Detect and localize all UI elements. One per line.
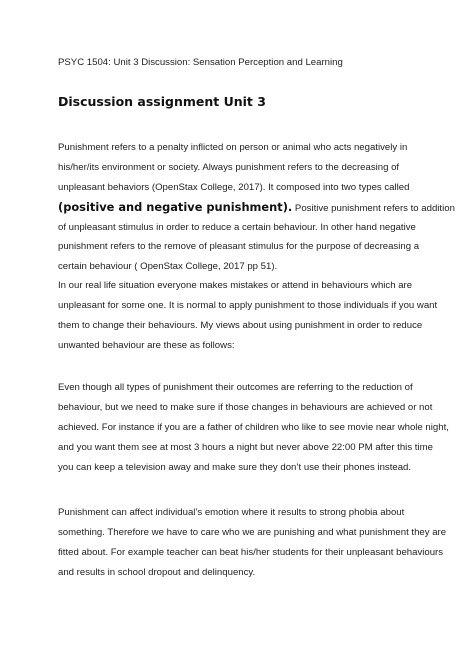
emphasized-phrase: (positive and negative punishment). — [58, 199, 293, 214]
text-line: achieved. For instance if you are a father of children who like to see movie near whole night, — [58, 421, 449, 433]
text-line: unpleasant for some one. It is normal to apply punishment to those individuals if you want — [58, 299, 438, 311]
text-line: Even though all types of punishment their outcomes are referring to the reduction of — [58, 382, 413, 393]
paragraph-example — [58, 378, 449, 477]
text-segment: Positive punishment refers to addition — [292, 202, 455, 214]
text-line: certain behaviour ( OpenStax College, 2017 pp 51). — [58, 261, 278, 273]
text-line: fitted about. For example teacher can beat his/her students for their unpleasant behaviours — [58, 546, 444, 558]
text-line: unwanted behaviour are these as follows: — [58, 339, 235, 351]
text-line: Punishment can affect individual’s emotion where it results to strong phobia about — [58, 507, 405, 518]
text-line: something. Therefore we have to care who we are punishing and what punishment they are — [58, 526, 447, 538]
text-line: and you want them see at most 3 hours a night but never above 22:00 PM after this time — [58, 441, 433, 453]
text-line: them to change their behaviours. My views about using punishment in order to reduce — [58, 319, 423, 331]
text-line: you can keep a television away and make sure they don’t use their phones instead. — [58, 461, 412, 473]
course-header: PSYC 1504: Unit 3 Discussion: Sensation Perception and Learning — [58, 57, 343, 68]
text-line: and results in school dropout and delinquency. — [58, 566, 256, 578]
text-line: punishment refers to the remove of pleasant stimulus for the purpose of decreasing a — [58, 241, 420, 253]
text-line: his/her/its environment or society. Always punishment refers to the decreasing of — [58, 161, 400, 173]
text-line: Punishment refers to a penalty inflicted on person or animal who acts negatively in — [58, 142, 408, 153]
text-line: In our real life situation everyone makes mistakes or attend in behaviours which are — [58, 280, 413, 291]
paragraph-real-life — [58, 276, 438, 356]
paragraph-definition — [58, 138, 455, 277]
paragraph-emotion — [58, 503, 447, 583]
text-line: unpleasant behaviors (OpenStax College, 2017). It composed into two types called — [58, 181, 410, 193]
text-line: behaviour, but we need to make sure if those changes in behaviours are achieved or not — [58, 401, 433, 413]
text-line: of unpleasant stimulus in order to reduce a certain behaviour. In other hand negative — [58, 221, 416, 233]
text-line — [58, 198, 455, 218]
document-title: Discussion assignment Unit 3 — [58, 94, 266, 109]
